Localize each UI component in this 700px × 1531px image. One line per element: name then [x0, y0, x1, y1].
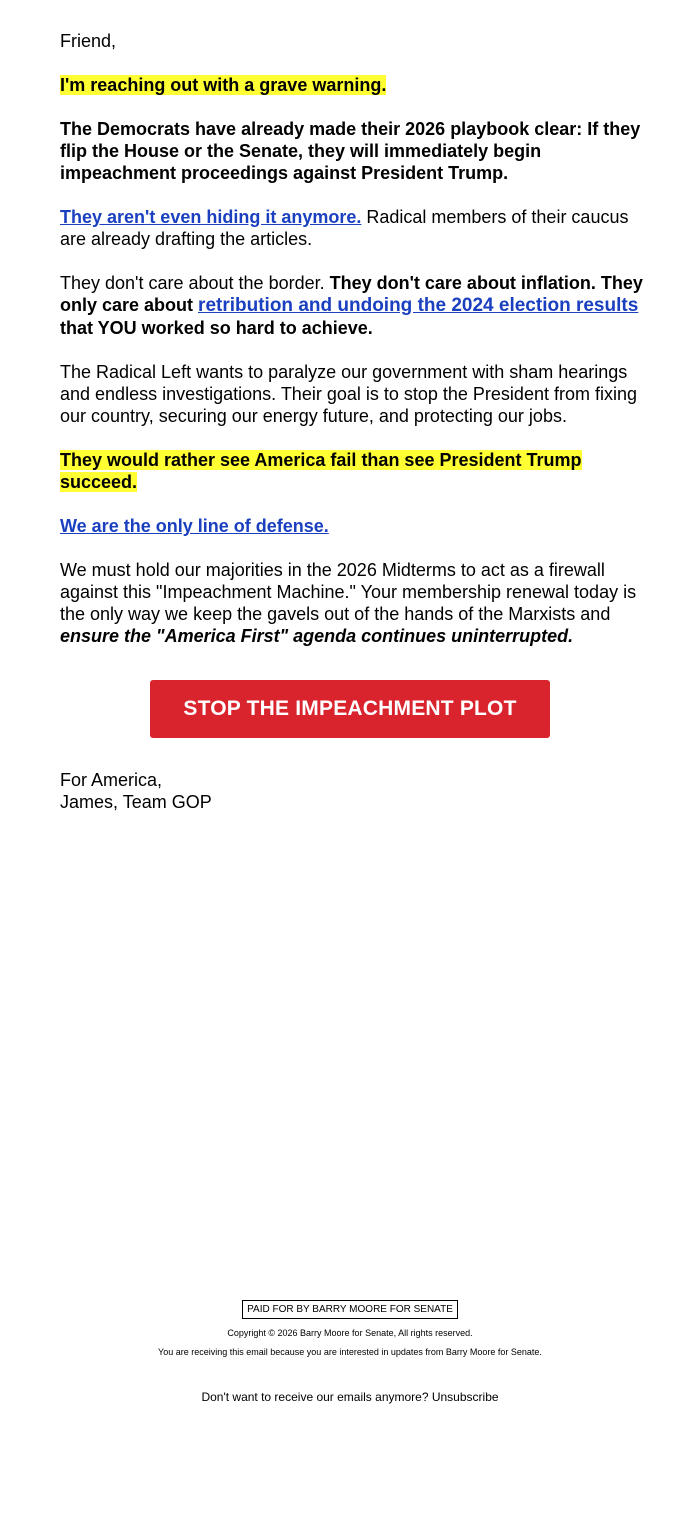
paragraph-border: [60, 272, 645, 339]
majorities-plain: We must hold our majorities in the 2026 Midterms to act as a firewall against this "Impeachment Machine." Your membership renewal today is the only way we keep the gavels out of the hands of the Marxists and: [60, 560, 637, 624]
email-body: [60, 30, 645, 669]
fail-highlight: They would rather see America fail than see President Trump succeed.: [60, 450, 582, 492]
paragraph-radical-left: The Radical Left wants to paralyze our government with sham hearings and endless investigations. Their goal is to stop the President from fixing our country, securing our energy future, and protecting our jobs.: [60, 362, 637, 426]
border-plain: They don't care about the border.: [60, 273, 330, 293]
stop-impeachment-button[interactable]: STOP THE IMPEACHMENT PLOT: [150, 680, 550, 738]
border-bold: They don't care about inflation. They only care about: [60, 273, 643, 315]
cta-container: [150, 680, 550, 738]
hiding-rest: Radical members of their caucus are already drafting the articles.: [60, 207, 629, 249]
unsubscribe-text: Don't want to receive our emails anymore?: [201, 1390, 432, 1404]
paid-for-disclaimer: PAID FOR BY BARRY MOORE FOR SENATE: [242, 1300, 458, 1319]
signoff: [60, 769, 212, 813]
paragraph-defense: [60, 515, 645, 537]
defense-link[interactable]: We are the only line of defense.: [60, 516, 329, 536]
hiding-link[interactable]: They aren't even hiding it anymore.: [60, 207, 362, 227]
warning-highlight: I'm reaching out with a grave warning.: [60, 75, 387, 95]
signoff-name: James, Team GOP: [60, 792, 212, 812]
paragraph-playbook: The Democrats have already made their 2026 playbook clear: If they flip the House or the Senate, they will immediately begin impeachment proceedings against President Trump.: [60, 119, 641, 183]
copyright-line: Copyright © 2026 Barry Moore for Senate, All rights reserved.: [227, 1328, 473, 1338]
majorities-emphasis: ensure the "America First" agenda continues uninterrupted.: [60, 626, 574, 646]
unsubscribe-link[interactable]: Unsubscribe: [431, 1390, 499, 1404]
paragraph-hiding: [60, 206, 645, 250]
reason-line: You are receiving this email because you are interested in updates from Barry Moore for Senate.: [158, 1347, 542, 1357]
retribution-link[interactable]: retribution and undoing the 2024 election results: [198, 295, 639, 316]
paragraph-fail: [60, 449, 645, 493]
paragraph-majorities: [60, 559, 645, 647]
border-bold-end: that YOU worked so hard to achieve.: [60, 318, 373, 338]
warning-line: [60, 74, 645, 96]
signoff-line: For America,: [60, 770, 163, 790]
unsubscribe-line: [0, 1389, 700, 1405]
footer: [0, 1300, 700, 1405]
greeting: Friend,: [60, 31, 117, 51]
